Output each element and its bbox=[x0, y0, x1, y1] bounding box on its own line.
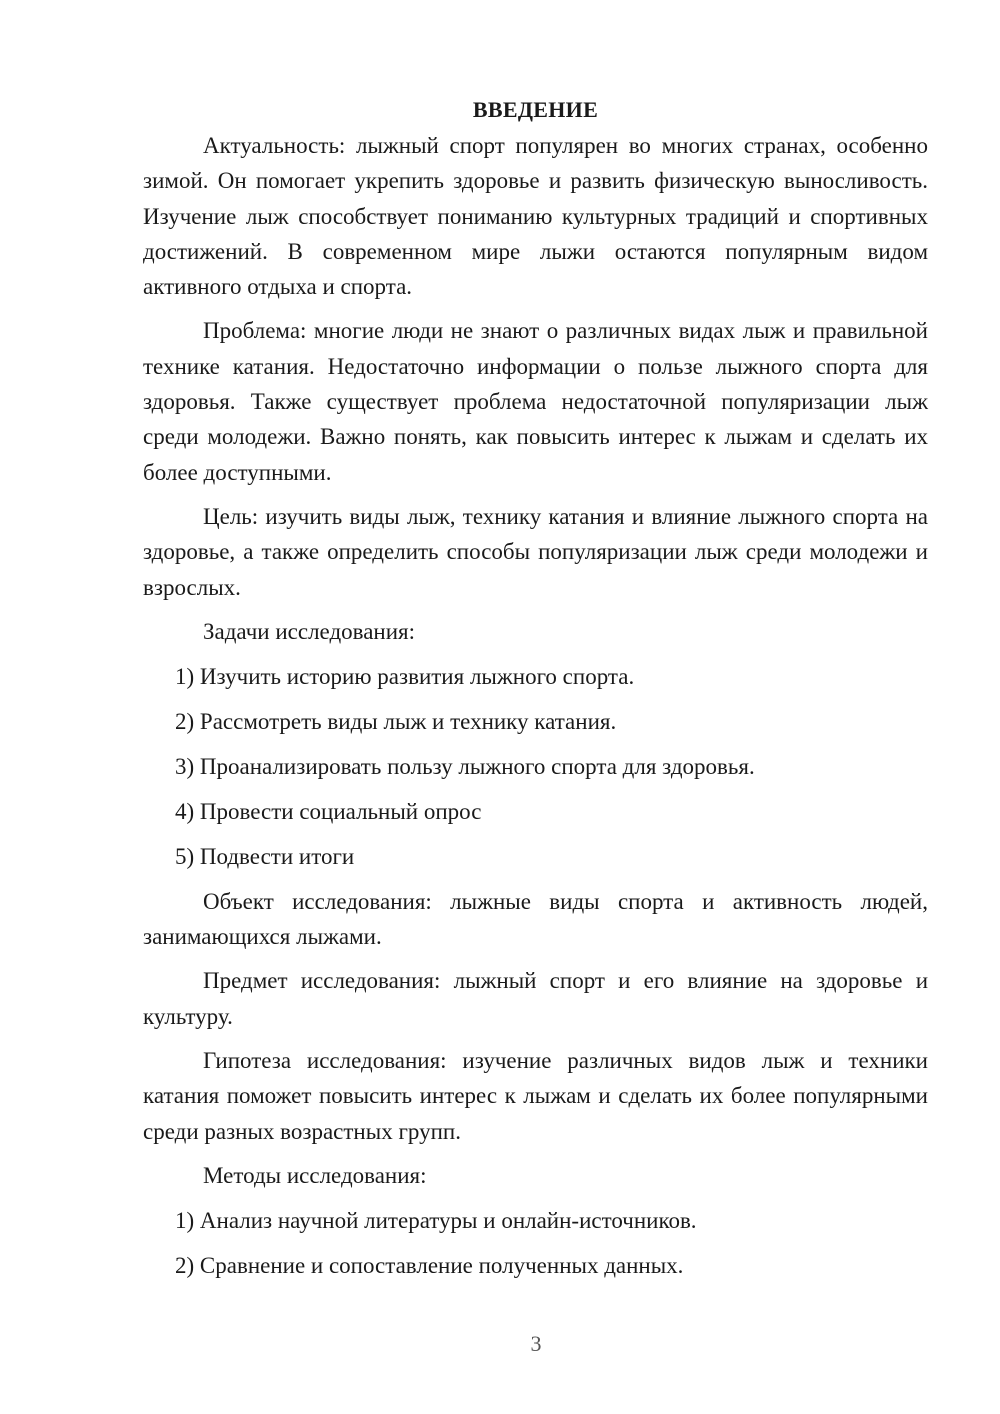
list-item: 2) Рассмотреть виды лыж и технику катания. bbox=[175, 708, 617, 734]
methods-list bbox=[143, 1203, 928, 1283]
page-title: ВВЕДЕНИЕ bbox=[472, 97, 599, 122]
subject-paragraph: Предмет исследования: лыжный спорт и его влияние на здоровье и культуру. bbox=[143, 968, 928, 1029]
methods-heading: Методы исследования: bbox=[203, 1162, 427, 1188]
relevance-paragraph: Актуальность: лыжный спорт популярен во многих странах, особенно зимой. Он помогает укрепить здоровье и развить физическую выносливость. Изучение лыж способствует пониманию культурных традиций и спортивных достижений. В современном мире лыжи остаются популярным видом активного отдыха и спорта. bbox=[143, 133, 928, 300]
object-paragraph: Объект исследования: лыжные виды спорта и активность людей, занимающихся лыжами. bbox=[143, 888, 928, 950]
list-item: 3) Проанализировать пользу лыжного спорта для здоровья. bbox=[175, 753, 755, 779]
list-item: 1) Изучить историю развития лыжного спорта. bbox=[175, 663, 635, 689]
tasks-list bbox=[143, 659, 928, 874]
document-page bbox=[143, 92, 928, 1293]
list-item: 2) Сравнение и сопоставление полученных данных. bbox=[175, 1252, 684, 1278]
hypothesis-paragraph: Гипотеза исследования: изучение различных видов лыж и техники катания поможет повысить интерес к лыжам и сделать их более популярными среди разных возрастных групп. bbox=[143, 1048, 928, 1144]
list-item: 1) Анализ научной литературы и онлайн-источников. bbox=[175, 1207, 697, 1233]
list-item: 4) Провести социальный опрос bbox=[175, 798, 482, 824]
goal-paragraph: Цель: изучить виды лыж, технику катания и влияние лыжного спорта на здоровье, а также определить способы популяризации лыж среди молодежи и взрослых. bbox=[143, 503, 928, 600]
page-number: 3 bbox=[530, 1331, 542, 1356]
tasks-heading: Задачи исследования: bbox=[203, 618, 416, 644]
problem-paragraph: Проблема: многие люди не знают о различных видах лыж и правильной технике катания. Недостаточно информации о пользе лыжного спорта для здоровья. Также существует проблема недостаточной популяризации лыж среди молодежи. Важно понять, как повысить интерес к лыжам и сделать их более доступными. bbox=[143, 318, 928, 485]
list-item: 5) Подвести итоги bbox=[175, 843, 355, 869]
